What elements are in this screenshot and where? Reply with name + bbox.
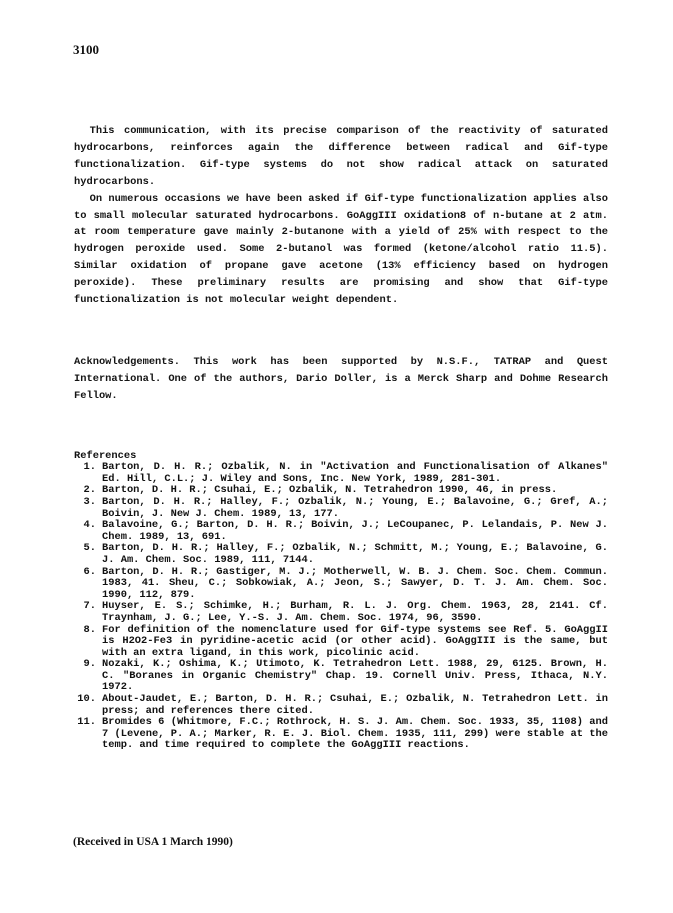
- reference-item: [74, 543, 608, 566]
- references-list: [74, 462, 608, 752]
- reference-text: Bromides 6 (Whitmore, F.C.; Rothrock, H. S. J. Am. Chem. Soc. 1933, 35, 1108) and 7 (Levene, P. A.; Marker, R. E. J. Biol. Chem. 1935, 111, 299) were stable at the temp. and time required to complete the GoAggIII reactions.: [102, 716, 608, 752]
- reference-item: [74, 625, 608, 660]
- reference-number: 10.: [77, 693, 96, 706]
- reference-item: [74, 694, 608, 717]
- reference-number: 3.: [83, 495, 96, 508]
- reference-text: Barton, D. H. R.; Halley, F.; Ozbalik, N.; Schmitt, M.; Young, E.; Balavoine, G. J. Am. Chem. Soc. 1989, 111, 7144.: [102, 542, 608, 566]
- reference-item: [74, 462, 608, 485]
- reference-item: [74, 717, 608, 752]
- reference-number: 5.: [83, 542, 96, 555]
- received-date: (Received in USA 1 March 1990): [73, 836, 233, 848]
- reference-text: Nozaki, K.; Oshima, K.; Utimoto, K. Tetrahedron Lett. 1988, 29, 6125. Brown, H. C. "Boranes in Organic Chemistry" Chap. 19. Cornell Univ. Press, Ithaca, N.Y. 1972.: [102, 658, 608, 694]
- reference-text: About-Jaudet, E.; Barton, D. H. R.; Csuhai, E.; Ozbalik, N. Tetrahedron Lett. in press; and references there cited.: [102, 693, 608, 717]
- acknowledgements-text: This work has been supported by N.S.F., TATRAP and Quest International. One of the authors, Dario Doller, is a Merck Sharp and Dohme Research Fellow.: [74, 356, 608, 402]
- paragraph-2: On numerous occasions we have been asked if Gif-type functionalization applies also to small molecular saturated hydrocarbons. GoAggIII oxidation8 of n-butane at 2 atm. at room temperature gave mainly 2-butanone with a yield of 25% with respect to the hydrogen peroxide used. Some 2-butanol was formed (ketone/alcohol ratio 11.5). Similar oxidation of propane gave acetone (13% efficiency based on hydrogen peroxide). These preliminary results are promising and show that Gif-type functionalization is not molecular weight dependent.: [74, 192, 608, 307]
- reference-item: [74, 601, 608, 624]
- reference-number: 4.: [83, 519, 96, 532]
- reference-item: [74, 497, 608, 520]
- page-number: 3100: [73, 42, 99, 57]
- reference-number: 7.: [83, 600, 96, 613]
- acknowledgements: [74, 354, 608, 405]
- reference-number: 9.: [83, 658, 96, 671]
- reference-text: Barton, D. H. R.; Gastiger, M. J.; Motherwell, W. B. J. Chem. Soc. Chem. Commun. 1983, 41. Sheu, C.; Sobkowiak, A.; Jeon, S.; Sawyer, D. T. J. Am. Chem. Soc. 1990, 112, 879.: [102, 565, 608, 601]
- reference-text: Barton, D. H. R.; Ozbalik, N. in "Activation and Functionalisation of Alkanes" Ed. Hill, C.L.; J. Wiley and Sons, Inc. New York, 1989, 281-301.: [102, 461, 608, 485]
- reference-item: [74, 659, 608, 694]
- reference-text: Barton, D. H. R.; Csuhai, E.; Ozbalik, N. Tetrahedron 1990, 46, in press.: [102, 484, 558, 497]
- reference-text: For definition of the nomenclature used for Gif-type systems see Ref. 5. GoAggII is H2O2-Fe3 in pyridine-acetic acid (or other acid). GoAggIII is the same, but with an extra ligand, in this work, picolinic acid.: [102, 623, 608, 659]
- paragraph-1: This communication, with its precise comparison of the reactivity of saturated hydrocarbons, reinforces again the difference between radical and Gif-type functionalization. Gif-type systems do not show radical attack on saturated hydrocarbons.: [74, 125, 608, 188]
- reference-text: Huyser, E. S.; Schimke, H.; Burham, R. L. J. Org. Chem. 1963, 28, 2141. Cf. Traynham, J. G.; Lee, Y.-S. J. Am. Chem. Soc. 1974, 96, 3590.: [102, 600, 608, 624]
- reference-item: [74, 567, 608, 602]
- acknowledgements-heading: Acknowledgements.: [74, 356, 181, 368]
- reference-text: Balavoine, G.; Barton, D. H. R.; Boivin, J.; LeCoupanec, P. Lelandais, P. New J. Chem. 1989, 13, 691.: [102, 519, 608, 543]
- reference-item: [74, 520, 608, 543]
- body-text: [74, 123, 608, 309]
- references-section: [74, 450, 608, 752]
- references-heading: References: [74, 450, 137, 462]
- reference-number: 11.: [77, 716, 96, 729]
- reference-text: Barton, D. H. R.; Halley, F.; Ozbalik, N.; Young, E.; Balavoine, G.; Gref, A.; Boivin, J. New J. Chem. 1989, 13, 177.: [102, 495, 608, 520]
- reference-number: 2.: [83, 484, 96, 497]
- reference-number: 1.: [83, 461, 96, 474]
- reference-number: 6.: [83, 565, 96, 578]
- reference-number: 8.: [83, 623, 96, 636]
